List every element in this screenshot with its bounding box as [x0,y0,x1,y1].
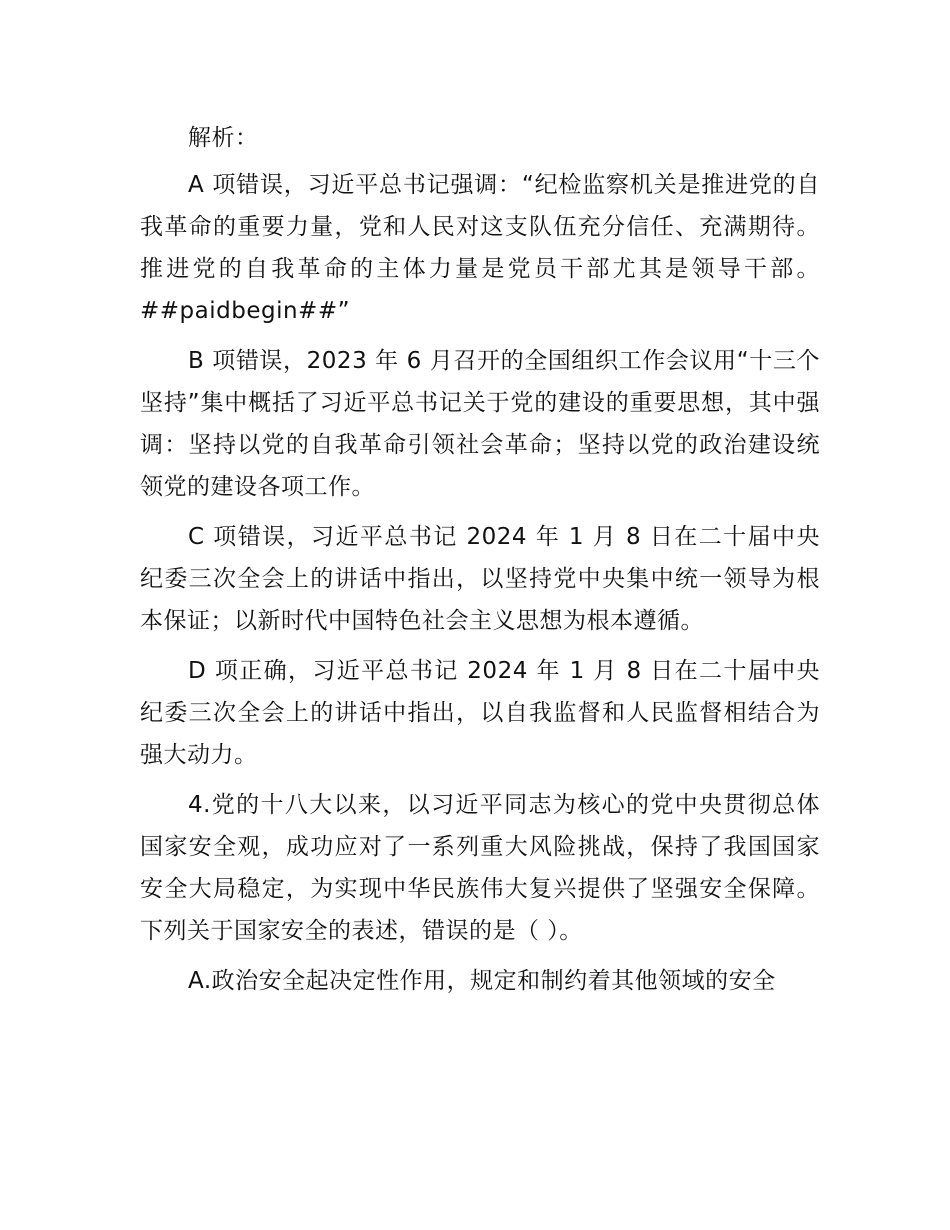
question-4-stem: 4.党的十八大以来，以习近平同志为核心的党中央贯彻总体国家安全观，成功应对了一系列重大风险挑战，保持了我国国家安全大局稳定，为实现中华民族伟大复兴提供了坚强安全保障。下列关于国家安全的表述，错误的是（ ）。 [140,792,820,944]
option-b-explanation: B 项错误，2023 年 6 月召开的全国组织工作会议用“十三个坚持”集中概括了习近平总书记关于党的建设的重要思想，其中强调：坚持以党的自我革命引领社会革命；坚持以党的政治建设统领党的建设各项工作。 [140,348,820,500]
analysis-heading: 解析： [188,125,259,151]
option-a-explanation: A 项错误，习近平总书记强调：“纪检监察机关是推进党的自我革命的重要力量，党和人民对这支队伍充分信任、充满期待。推进党的自我革命的主体力量是党员干部尤其是领导干部。##paidbegin##” [140,172,820,324]
question-4-option-a: A.政治安全起决定性作用，规定和制约着其他领域的安全 [188,968,776,994]
document-body [140,117,820,1010]
option-d-explanation: D 项正确，习近平总书记 2024 年 1 月 8 日在二十届中央纪委三次全会上的讲话中指出，以自我监督和人民监督相结合为强大动力。 [140,658,820,768]
option-c-explanation: C 项错误，习近平总书记 2024 年 1 月 8 日在二十届中央纪委三次全会上的讲话中指出，以坚持党中央集中统一领导为根本保证；以新时代中国特色社会主义思想为根本遵循。 [140,524,820,634]
